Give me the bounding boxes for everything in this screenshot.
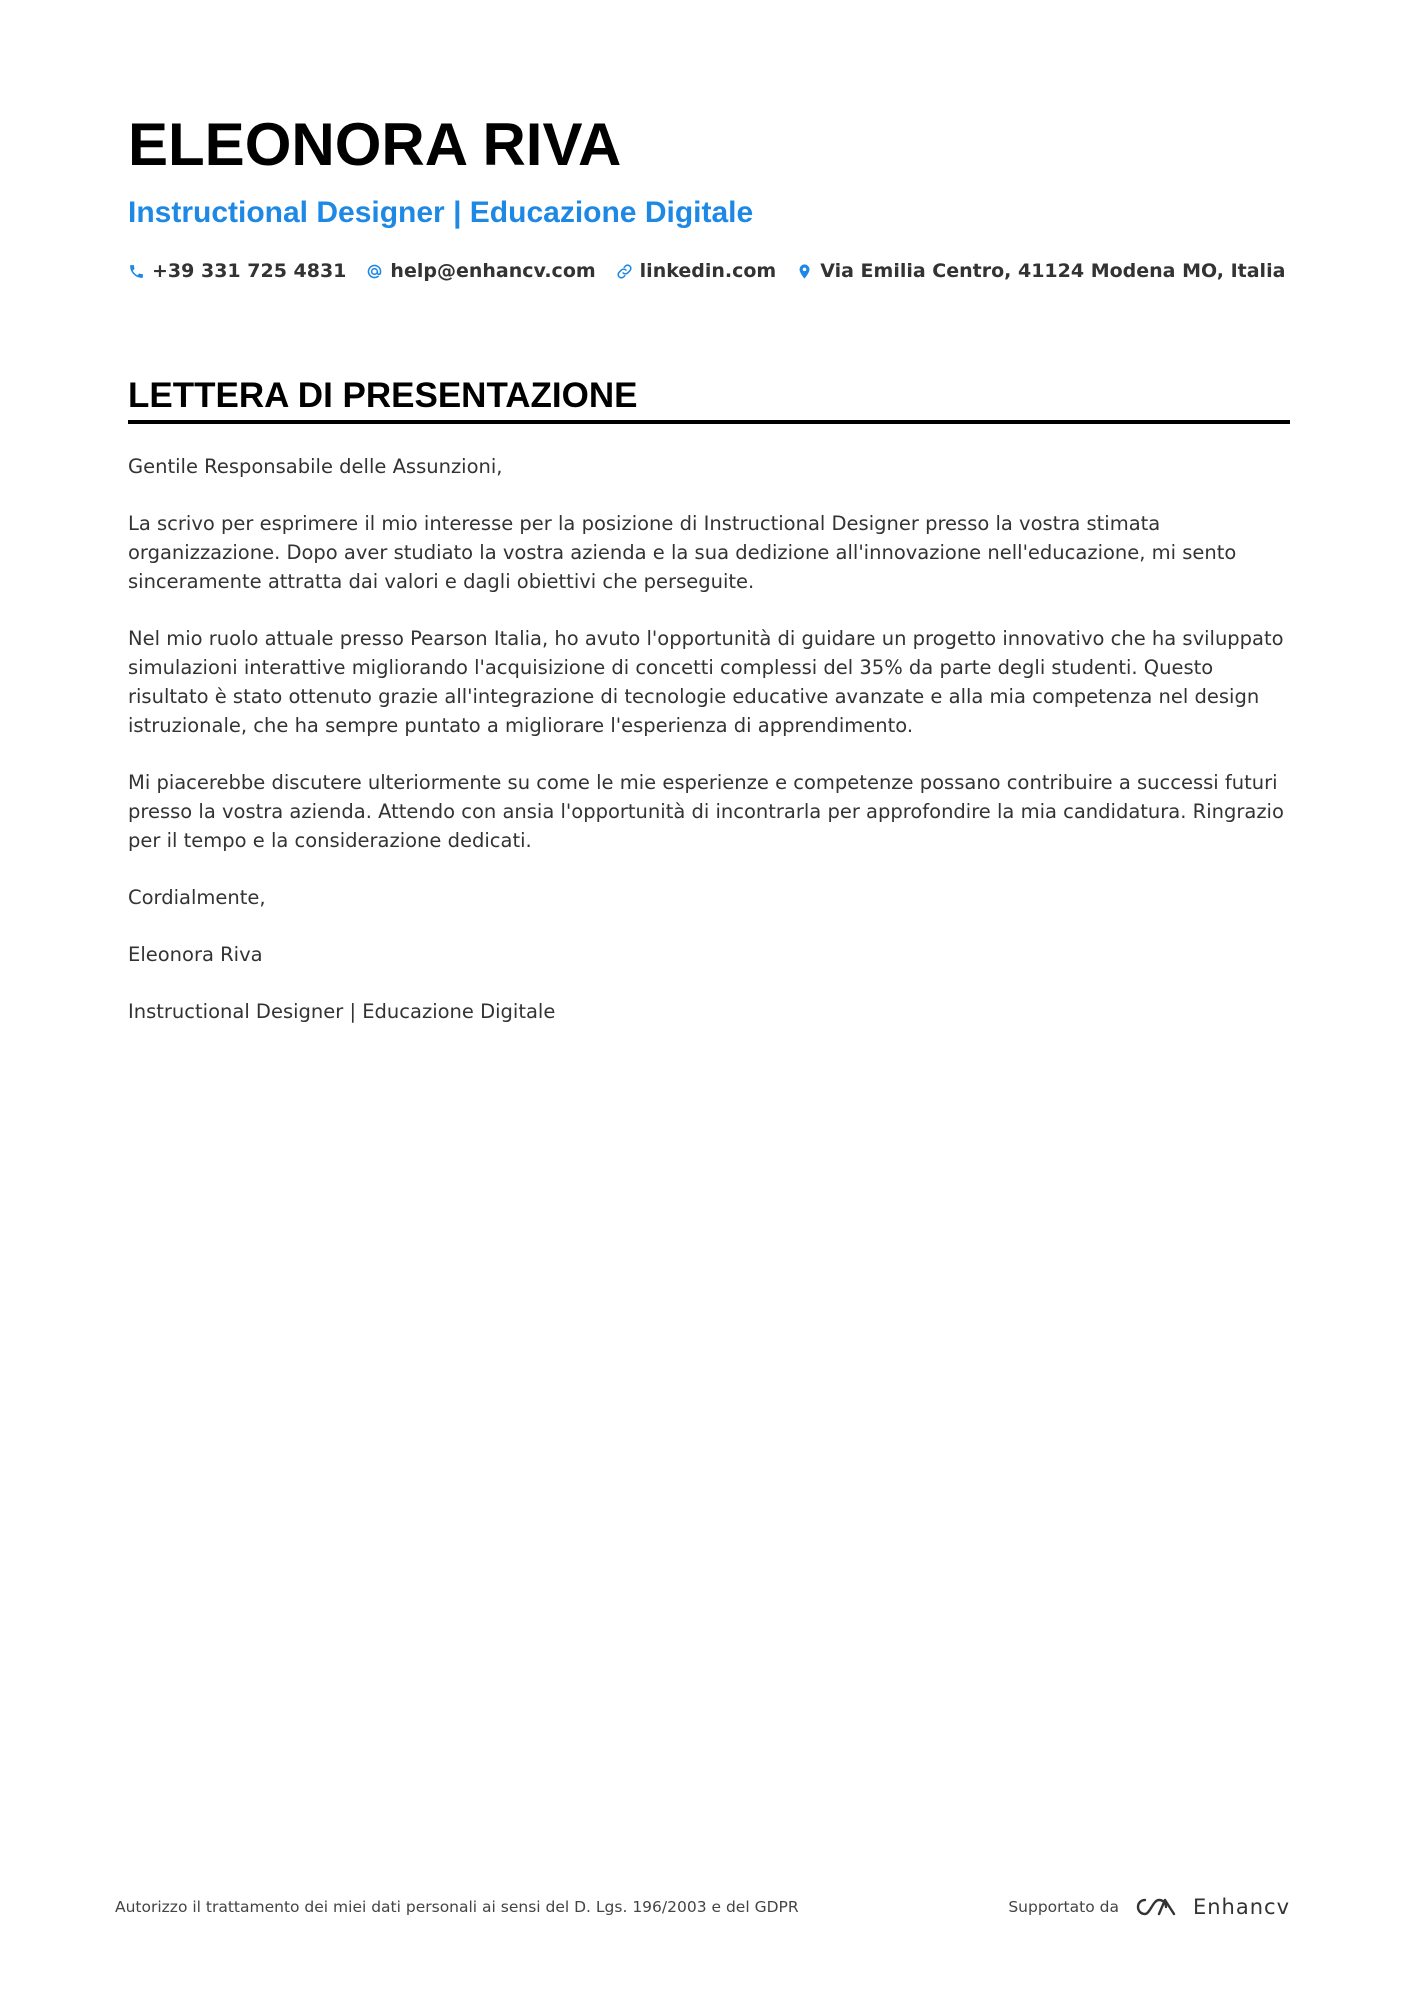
privacy-consent-text: Autorizzo il trattamento dei miei dati personali ai sensi del D. Lgs. 196/2003 e del GDPR	[115, 1898, 799, 1916]
candidate-name: ELEONORA RIVA	[128, 111, 622, 178]
section-title: LETTERA DI PRESENTAZIONE	[128, 376, 638, 415]
letter-paragraph: Mi piacerebbe discutere ulteriormente su come le mie esperienze e competenze possano contribuire a successi futuri presso la vostra azienda. Attendo con ansia l'opportunità di incontrarla per approfondire la mia candidatura. Ringrazio per il tempo e la considerazione dedicati.	[128, 771, 1284, 852]
location-pin-icon	[796, 263, 813, 280]
contact-address-text: Via Emilia Centro, 41124 Modena MO, Italia	[820, 260, 1286, 282]
enhancv-logo-icon	[1133, 1894, 1181, 1920]
at-icon	[366, 263, 383, 280]
contact-address	[796, 260, 1285, 282]
contact-bar	[128, 256, 1290, 286]
signature-name: Eleonora Riva	[128, 943, 263, 966]
contact-linkedin[interactable]	[616, 260, 777, 282]
signature-title: Instructional Designer | Educazione Digitale	[128, 1000, 556, 1023]
contact-linkedin-text: linkedin.com	[639, 260, 777, 282]
enhancv-brand-name: Enhancv	[1192, 1895, 1290, 1919]
phone-icon	[128, 263, 145, 280]
link-icon	[616, 263, 633, 280]
contact-phone[interactable]	[128, 260, 346, 282]
contact-email-text: help@enhancv.com	[390, 260, 596, 282]
section-divider	[128, 420, 1290, 424]
powered-by[interactable]	[1008, 1894, 1290, 1920]
powered-by-label: Supportato da	[1008, 1898, 1119, 1916]
letter-closing: Cordialmente,	[128, 886, 266, 909]
contact-email[interactable]	[366, 260, 595, 282]
letter-body	[128, 452, 1290, 1026]
cover-letter-page	[128, 110, 1290, 1054]
page-footer	[115, 1890, 1290, 1924]
letter-paragraph: Nel mio ruolo attuale presso Pearson Italia, ho avuto l'opportunità di guidare un progetto innovativo che ha sviluppato simulazioni interattive migliorando l'acquisizione di concetti complessi del 35% da parte degli studenti. Questo risultato è stato ottenuto grazie all'integrazione di tecnologie educative avanzate e alla mia competenza nel design istruzionale, che ha sempre puntato a migliorare l'esperienza di apprendimento.	[128, 627, 1284, 737]
candidate-headline: Instructional Designer | Educazione Digitale	[128, 196, 754, 229]
letter-paragraph: La scrivo per esprimere il mio interesse per la posizione di Instructional Designer presso la vostra stimata organizzazione. Dopo aver studiato la vostra azienda e la sua dedizione all'innovazione nell'educazione, mi sento sinceramente attratta dai valori e dagli obiettivi che perseguite.	[128, 512, 1237, 593]
letter-greeting: Gentile Responsabile delle Assunzioni,	[128, 455, 503, 478]
contact-phone-text: +39 331 725 4831	[152, 260, 347, 282]
